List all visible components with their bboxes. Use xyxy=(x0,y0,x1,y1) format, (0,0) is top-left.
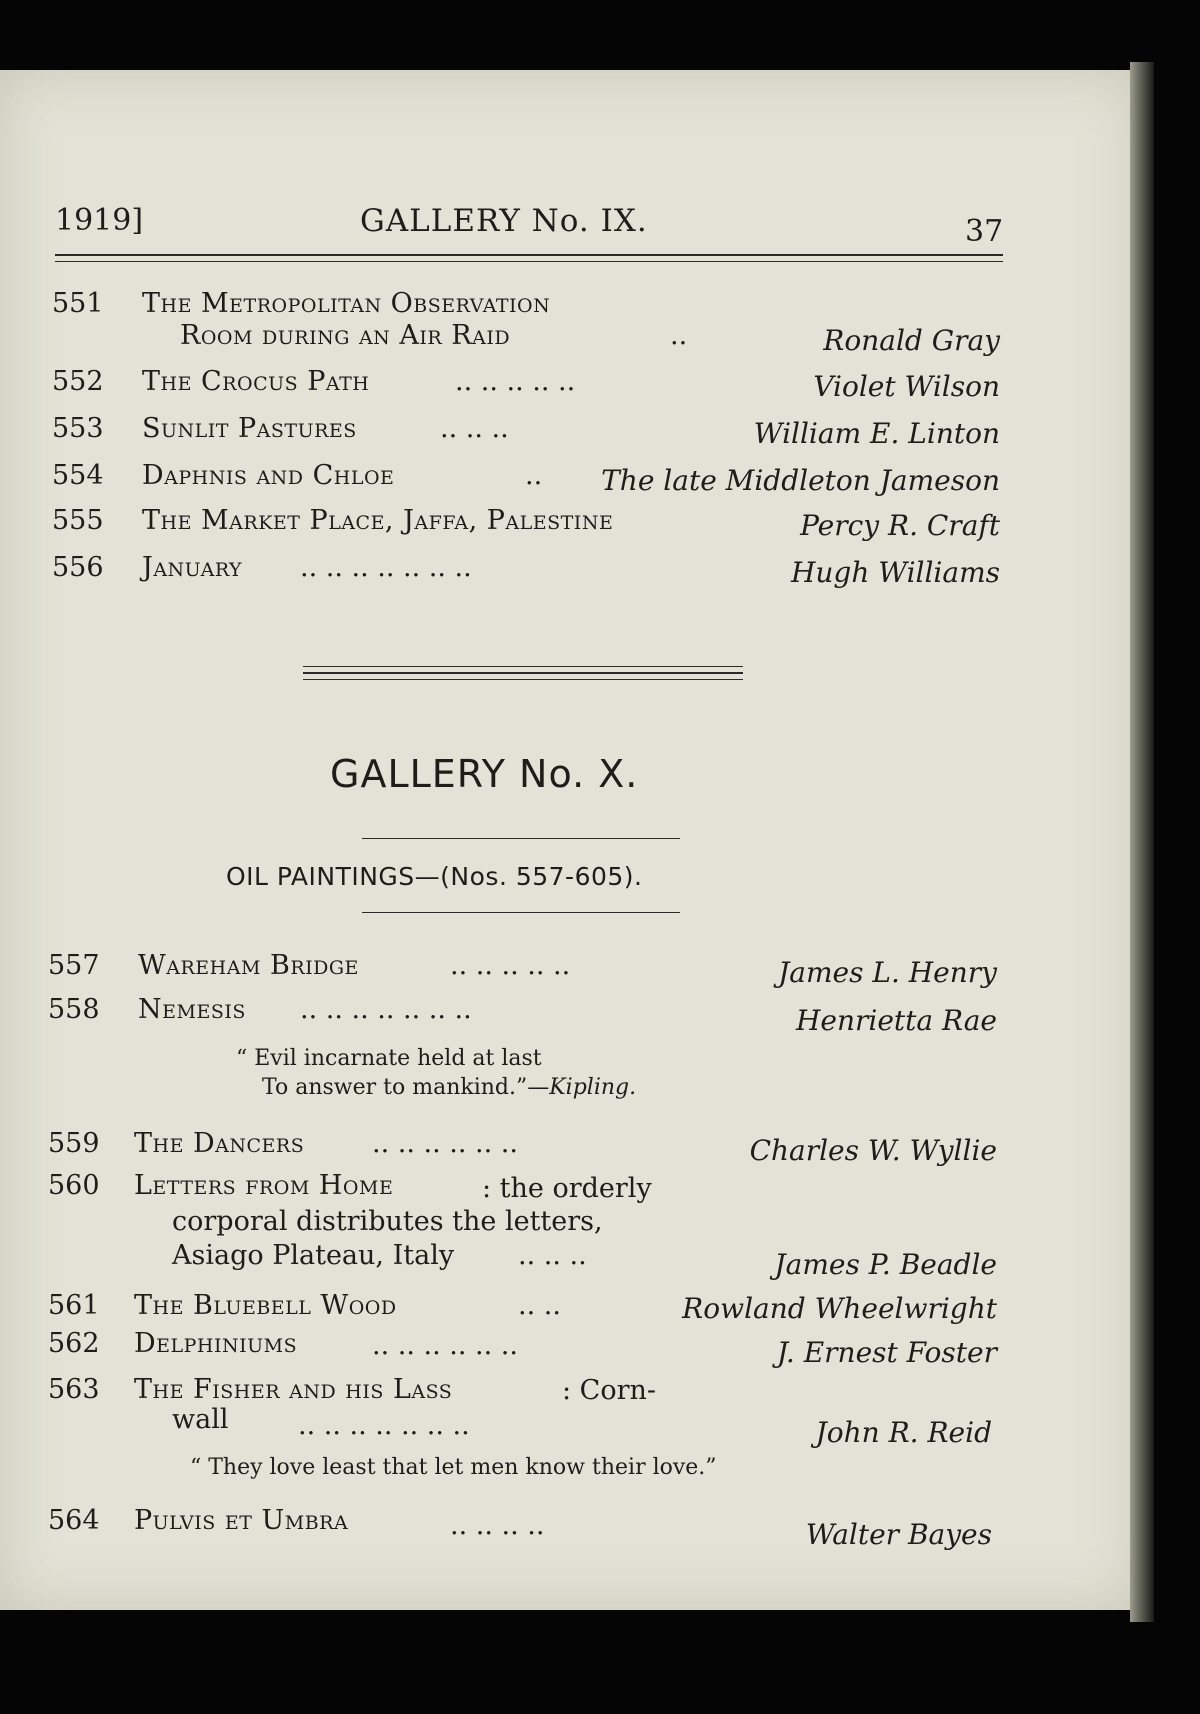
leader-dots: .. .. .. xyxy=(518,1240,587,1271)
entry-artist: Walter Bayes xyxy=(805,1518,992,1551)
leader-dots: .. .. .. .. .. .. .. xyxy=(300,994,472,1025)
entry-title: The Dancers xyxy=(134,1128,305,1159)
book-spine-edge xyxy=(1130,62,1154,1622)
entry-title: Wareham Bridge xyxy=(138,950,359,981)
entry-title: The Fisher and his Lass xyxy=(134,1374,453,1405)
entry-title-continued: : Corn- xyxy=(562,1375,657,1406)
section-subtitle: OIL PAINTINGS—(Nos. 557-605). xyxy=(226,862,643,891)
entry-artist: James P. Beadle xyxy=(774,1248,997,1281)
entry-title-continued: Asiago Plateau, Italy xyxy=(172,1240,455,1271)
entry-artist: Charles W. Wyllie xyxy=(749,1134,997,1167)
entry-title: The Market Place, Jaffa, Palestine xyxy=(142,505,614,536)
entry-number: 554 xyxy=(52,460,104,491)
title-underline xyxy=(362,838,680,839)
entry-artist: Percy R. Craft xyxy=(800,509,1000,542)
leader-dots: .. .. .. .. .. .. .. xyxy=(298,1410,470,1441)
entry-quote: “ Evil incarnate held at last xyxy=(236,1046,542,1071)
leader-dots: .. .. .. .. .. .. xyxy=(372,1128,518,1159)
entry-quote-text: To answer to mankind.”— xyxy=(262,1075,550,1100)
entry-artist: The late Middleton Jameson xyxy=(601,464,1000,497)
entry-number: 558 xyxy=(48,994,100,1025)
header-rule xyxy=(55,254,1003,256)
leader-dots: .. .. .. .. .. xyxy=(450,950,571,981)
header-year: 1919] xyxy=(55,203,144,238)
entry-title: Nemesis xyxy=(138,994,246,1025)
leader-dots: .. xyxy=(525,460,543,491)
subtitle-underline xyxy=(362,912,680,913)
entry-number: 560 xyxy=(48,1170,100,1201)
leader-dots: .. .. .. .. .. .. .. xyxy=(300,552,472,583)
entry-artist: Ronald Gray xyxy=(823,324,1000,357)
leader-dots: .. .. .. .. .. xyxy=(455,366,576,397)
entry-artist: William E. Linton xyxy=(753,417,1000,450)
entry-title: Delphiniums xyxy=(134,1328,298,1359)
entry-artist: James L. Henry xyxy=(778,956,997,989)
entry-quote xyxy=(262,1075,636,1100)
entry-number: 551 xyxy=(52,288,104,319)
section-divider xyxy=(303,666,743,667)
entry-title-continued: Room during an Air Raid xyxy=(180,320,511,351)
entry-title-continued: : the orderly xyxy=(482,1173,652,1204)
running-title: GALLERY No. IX. xyxy=(360,203,648,239)
leader-dots: .. .. .. .. .. .. xyxy=(372,1330,518,1361)
header-rule xyxy=(55,261,1003,262)
leader-dots: .. .. .. .. xyxy=(450,1510,545,1541)
entry-artist: Hugh Williams xyxy=(790,556,1000,589)
page-number: 37 xyxy=(965,214,1004,249)
entry-title: Pulvis et Umbra xyxy=(134,1505,349,1536)
section-divider xyxy=(303,672,743,674)
entry-artist: John R. Reid xyxy=(815,1416,992,1449)
entry-title: Daphnis and Chloe xyxy=(142,460,395,491)
entry-title: The Metropolitan Observation xyxy=(142,288,551,319)
entry-quote: “ They love least that let men know their love.” xyxy=(190,1455,717,1480)
leader-dots: .. .. .. xyxy=(440,413,509,444)
entry-title: The Bluebell Wood xyxy=(134,1290,397,1321)
entry-number: 553 xyxy=(52,413,104,444)
entry-title-continued: corporal distributes the letters, xyxy=(172,1206,603,1237)
section-title: GALLERY No. X. xyxy=(330,752,639,796)
entry-artist: Henrietta Rae xyxy=(795,1004,997,1037)
leader-dots: .. .. xyxy=(518,1290,561,1321)
entry-number: 564 xyxy=(48,1505,100,1536)
entry-title: January xyxy=(142,552,243,583)
entry-artist: Rowland Wheelwright xyxy=(682,1292,997,1325)
section-divider xyxy=(303,679,743,680)
entry-number: 557 xyxy=(48,950,100,981)
entry-title: Letters from Home xyxy=(134,1170,394,1201)
entry-number: 559 xyxy=(48,1128,100,1159)
entry-title: Sunlit Pastures xyxy=(142,413,357,444)
leader-dots: .. xyxy=(670,320,688,351)
entry-number: 561 xyxy=(48,1290,100,1321)
quote-author: Kipling. xyxy=(549,1075,637,1100)
entry-artist: J. Ernest Foster xyxy=(776,1336,997,1369)
entry-title: The Crocus Path xyxy=(142,366,370,397)
entry-number: 552 xyxy=(52,366,104,397)
entry-title-continued: wall xyxy=(172,1404,229,1435)
entry-number: 563 xyxy=(48,1374,100,1405)
entry-number: 555 xyxy=(52,505,104,536)
entry-number: 562 xyxy=(48,1328,100,1359)
entry-number: 556 xyxy=(52,552,104,583)
entry-artist: Violet Wilson xyxy=(813,370,1000,403)
